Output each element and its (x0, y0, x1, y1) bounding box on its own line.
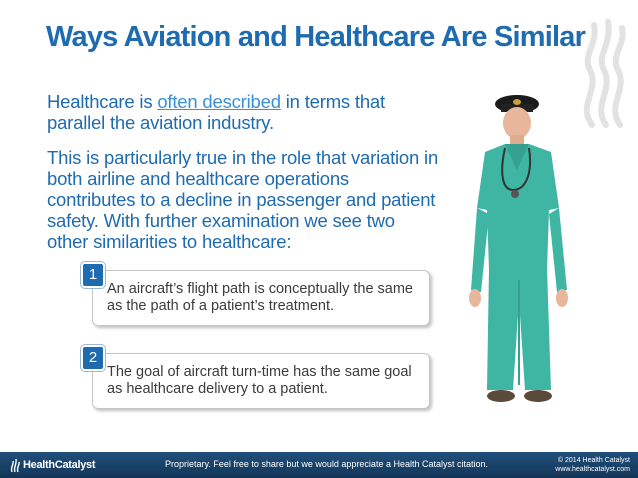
intro-paragraph (47, 91, 427, 133)
footer-logo (10, 457, 95, 473)
callout-text-2: The goal of aircraft turn-time has the same goal as healthcare delivery to a patient. (107, 364, 412, 397)
flame-logo-small-icon (10, 457, 20, 473)
callout-text-1: An aircraft’s flight path is conceptually the same as the path of a patient’s treatment. (107, 281, 414, 314)
callout-box-1 (92, 270, 430, 326)
intro-text-end: in terms that parallel the aviation industry. (47, 91, 385, 133)
callout-number-1: 1 (81, 262, 105, 288)
footer-website[interactable]: www.healthcatalyst.com (555, 466, 630, 473)
intro-text-start: Healthcare is (47, 91, 158, 112)
pilot-surgeon-icon (455, 90, 585, 410)
footer-copyright: © 2014 Health Catalyst (557, 457, 630, 464)
footer-bar (0, 452, 638, 478)
often-described-link[interactable]: often described (157, 91, 281, 112)
body-paragraph: This is particularly true in the role that variation in both airline and healthcare operations contributes to a decline in passenger and patient safety. With further examination we see two other similarities to healthcare: (47, 147, 439, 252)
slide-title: Ways Aviation and Healthcare Are Similar (46, 21, 586, 53)
footer-brand: HealthCatalyst (23, 459, 96, 471)
callout-box-2 (92, 353, 430, 409)
footer-copyright-block (555, 456, 630, 474)
callout-number-2: 2 (81, 345, 105, 371)
footer-notice: Proprietary. Feel free to share but we would appreciate a Health Catalyst citation. (165, 459, 488, 469)
